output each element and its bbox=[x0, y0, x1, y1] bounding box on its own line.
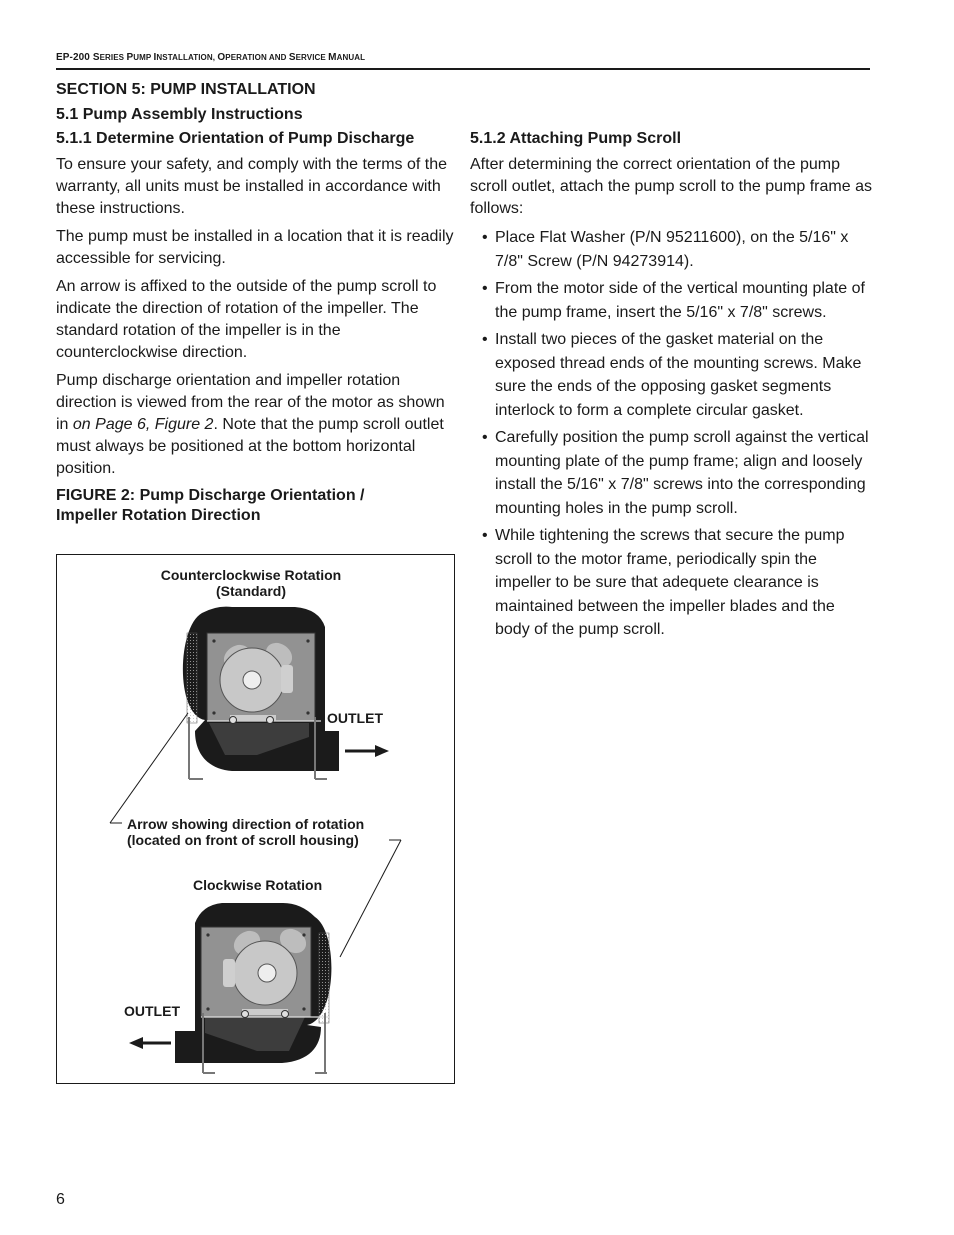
section-title: SECTION 5: PUMP INSTALLATION bbox=[56, 81, 316, 98]
figure-caption: FIGURE 2: Pump Discharge Orientation / Impeller Rotation Direction bbox=[56, 487, 365, 524]
bullet-icon: • bbox=[482, 527, 488, 544]
paragraph: Pump discharge orientation and impeller rotation direction is viewed from the rear of the motor as shown in on Page 6, Figure 2. Note that the pump scroll outlet must always be positioned at the bottom horizontal position. bbox=[56, 372, 445, 477]
paragraph: The pump must be installed in a location that it is readily accessible for servicing. bbox=[56, 228, 454, 267]
outlet-label-top: OUTLET bbox=[327, 710, 383, 726]
leader-line-left bbox=[110, 713, 188, 823]
leader-line-right bbox=[340, 840, 401, 957]
running-header: EP-200 SERIES PUMP INSTALLATION, OPERATION AND SERVICE MANUAL bbox=[56, 52, 366, 63]
header-rule bbox=[56, 68, 870, 70]
bullet-icon: • bbox=[482, 280, 488, 297]
list-item: • Place Flat Washer (P/N 95211600), on the 5/16" x 7/8" Screw (P/N 94273914). bbox=[470, 226, 872, 273]
bullet-icon: • bbox=[482, 229, 488, 246]
paragraph: After determining the correct orientation of the pump scroll outlet, attach the pump scroll to the pump frame as follows: bbox=[470, 156, 872, 217]
header-series: EP-200 S bbox=[56, 52, 100, 63]
outlet-label-bottom: OUTLET bbox=[124, 1003, 180, 1019]
instruction-list bbox=[470, 226, 872, 642]
figure-2 bbox=[56, 554, 455, 1084]
subsection-title: 5.1 Pump Assembly Instructions bbox=[56, 106, 303, 123]
ccw-pump-diagram bbox=[183, 607, 339, 779]
list-item: • From the motor side of the vertical mounting plate of the pump frame, insert the 5/16" x 7/8" screws. bbox=[470, 277, 872, 324]
part1-title: 5.1.1 Determine Orientation of Pump Discharge bbox=[56, 130, 415, 147]
list-item: • While tightening the screws that secure the pump scroll to the motor frame, periodically spin the impeller to be sure that adequete clearance is maintained between the impeller blades and the body of the pump scroll. bbox=[470, 524, 872, 642]
cw-pump-diagram bbox=[175, 903, 331, 1073]
paragraph: To ensure your safety, and comply with the terms of the warranty, all units must be installed in accordance with these instructions. bbox=[56, 156, 447, 217]
bullet-icon: • bbox=[482, 331, 488, 348]
ccw-rotation-title: Counterclockwise Rotation (Standard) bbox=[160, 567, 342, 599]
rotation-arrow-note: Arrow showing direction of rotation (located on front of scroll housing) bbox=[127, 816, 365, 848]
outlet-arrow-left-icon bbox=[129, 1037, 171, 1049]
outlet-arrow-right-icon bbox=[345, 745, 389, 757]
figure-reference-link[interactable]: on Page 6, Figure 2 bbox=[72, 416, 214, 433]
paragraph: An arrow is affixed to the outside of the pump scroll to indicate the direction of rotation of the impeller. The standard rotation of the impeller is in the counterclockwise direction. bbox=[56, 278, 437, 361]
list-item: • Install two pieces of the gasket material on the exposed thread ends of the mounting screws. Make sure the ends of the opposing gasket segments interlock to form a complete circular gasket. bbox=[470, 328, 872, 422]
page-number: 6 bbox=[56, 1191, 65, 1208]
part2-title: 5.1.2 Attaching Pump Scroll bbox=[470, 130, 682, 147]
right-column bbox=[470, 129, 872, 646]
cw-rotation-title: Clockwise Rotation bbox=[193, 877, 323, 893]
left-column bbox=[56, 80, 456, 526]
bullet-icon: • bbox=[482, 429, 488, 446]
list-item: • Carefully position the pump scroll against the vertical mounting plate of the pump frame; align and loosely install the 5/16" x 7/8" screws into the corresponding mounting holes in the pump scroll. bbox=[470, 426, 872, 520]
